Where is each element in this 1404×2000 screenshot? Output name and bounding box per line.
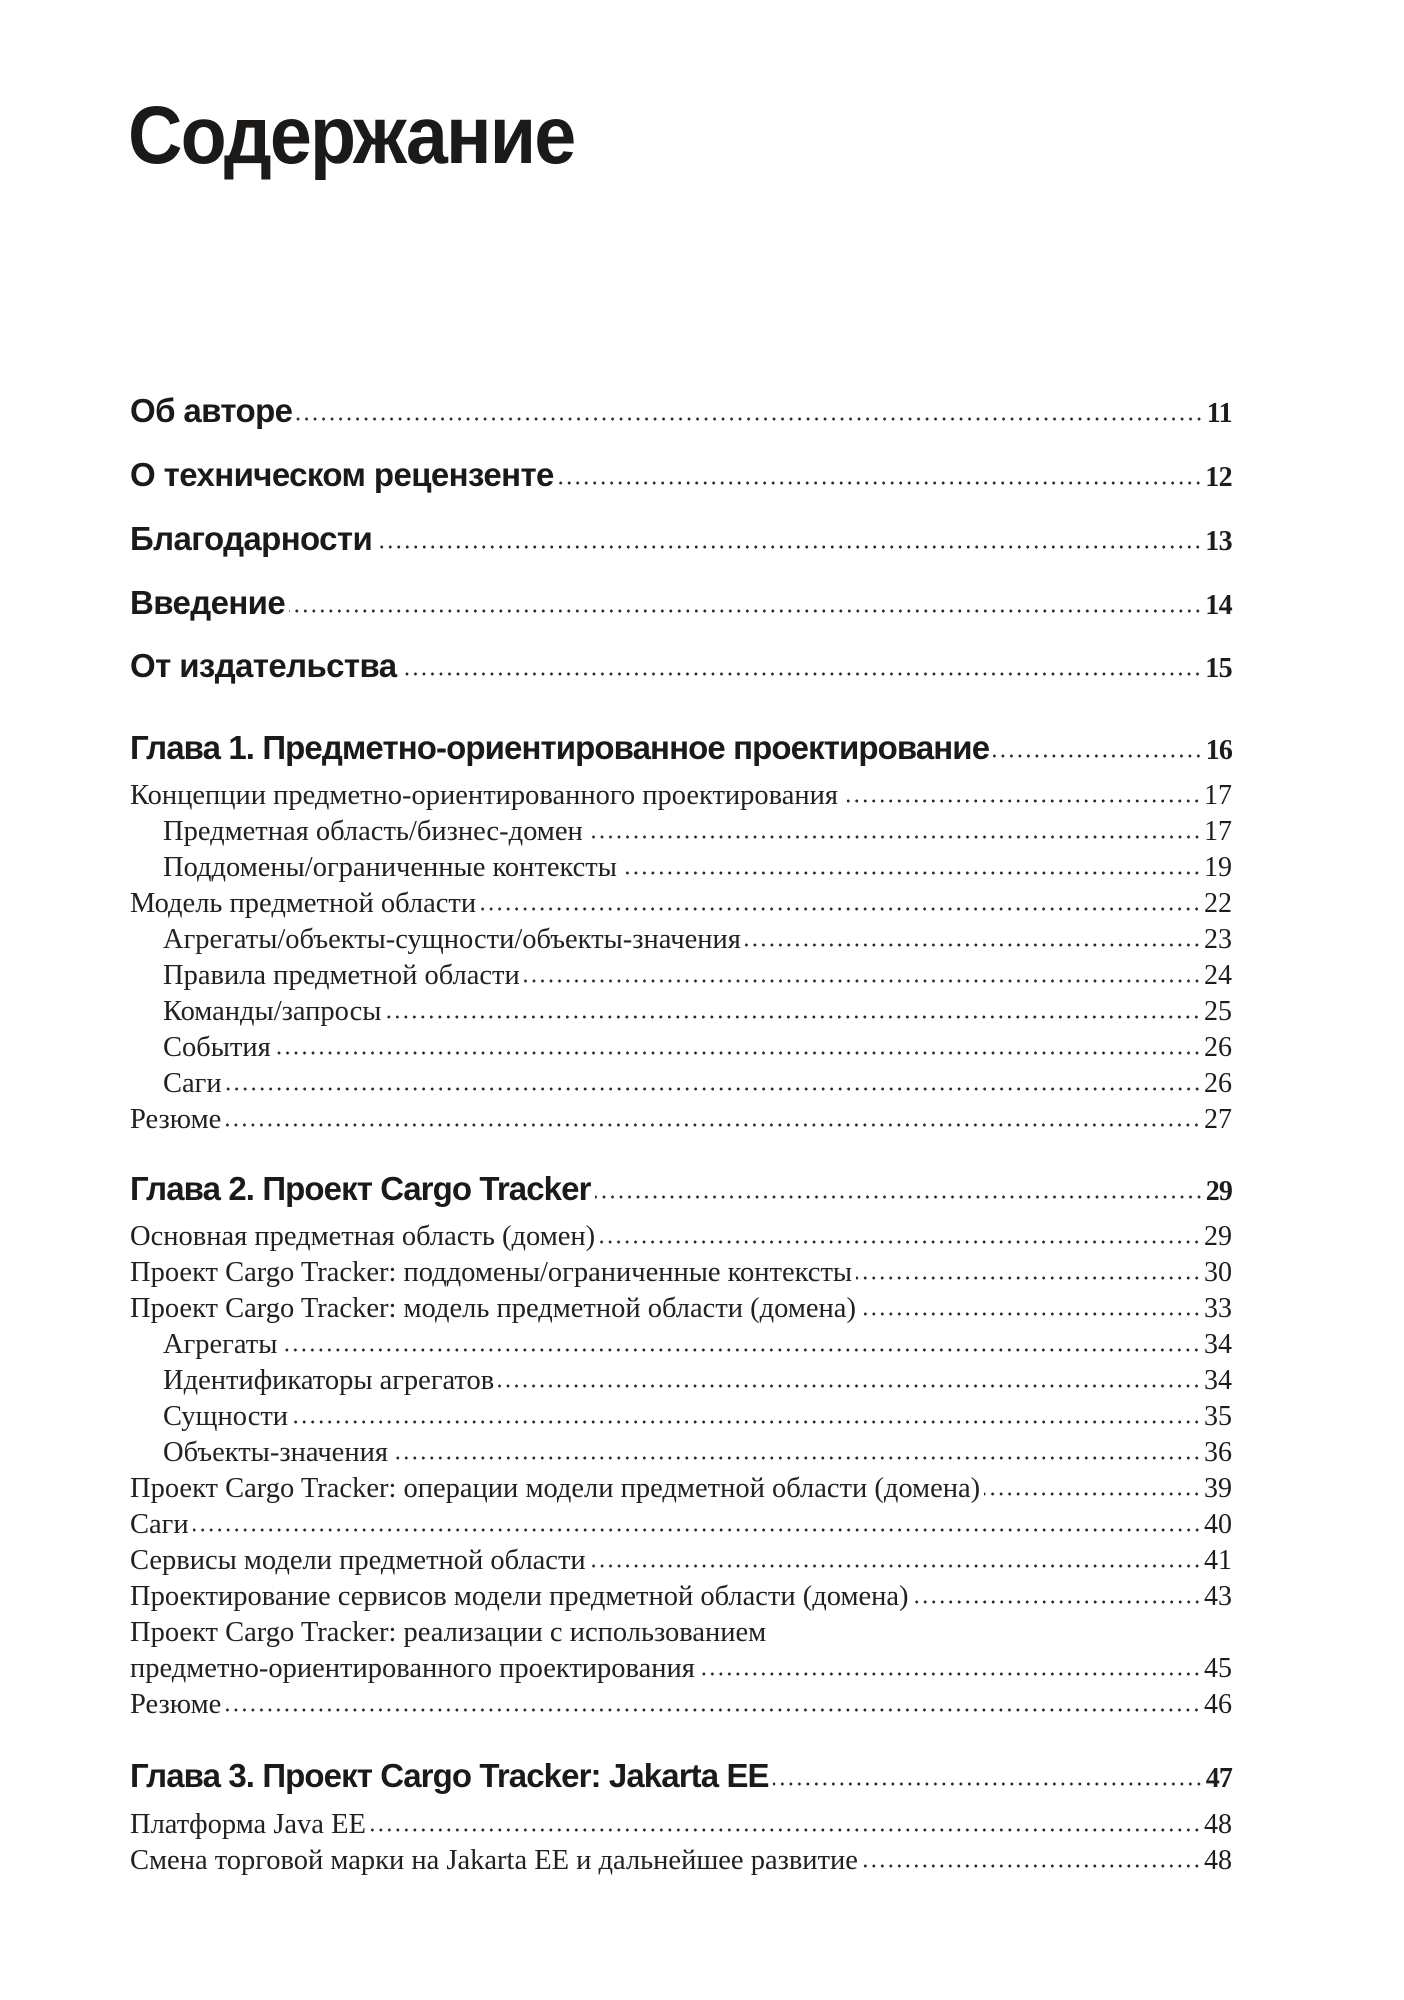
dot-leader	[296, 417, 1203, 421]
toc-page-number: 26	[1204, 1068, 1232, 1099]
dot-leader	[773, 1782, 1203, 1786]
toc-item[interactable]	[130, 1219, 1232, 1255]
toc-page-number: 40	[1204, 1509, 1232, 1540]
toc-subitem[interactable]	[163, 850, 1232, 886]
toc-item-label: Идентификаторы агрегатов	[163, 1365, 495, 1396]
dot-leader	[587, 835, 1201, 839]
toc-entry-acknowledgements[interactable]	[130, 519, 1232, 562]
dot-leader	[226, 1087, 1201, 1091]
toc-subitem[interactable]	[163, 1066, 1232, 1102]
dot-leader	[590, 1564, 1201, 1568]
toc-chapter-2[interactable]	[130, 1169, 1232, 1212]
toc-chapter-label: Глава 2. Проект Cargo Tracker	[130, 1170, 591, 1207]
toc-page-number: 34	[1204, 1329, 1232, 1360]
dot-leader	[599, 1240, 1201, 1244]
toc-item[interactable]	[130, 1687, 1232, 1723]
dot-leader	[856, 1276, 1201, 1280]
toc-item[interactable]	[130, 1471, 1232, 1507]
toc-page-number: 23	[1204, 924, 1232, 955]
toc-item-label: Модель предметной области	[130, 888, 477, 919]
toc-entry-label: От издательства	[130, 647, 397, 684]
toc-item-label: Резюме	[130, 1104, 222, 1135]
dot-leader	[376, 545, 1202, 549]
toc-item-label: Сервисы модели предметной области	[130, 1545, 586, 1576]
toc-item-label: Платформа Java EE	[130, 1809, 366, 1840]
dot-leader	[480, 907, 1201, 911]
toc-item[interactable]	[130, 1843, 1232, 1879]
dot-leader	[842, 799, 1201, 803]
toc-entry-label: О техническом рецензенте	[130, 456, 554, 493]
toc-page-number: 26	[1204, 1032, 1232, 1063]
toc-item-label: Сущности	[163, 1401, 289, 1432]
dot-leader	[370, 1828, 1201, 1832]
dot-leader	[400, 672, 1202, 676]
toc-item-label: Проект Cargo Tracker: поддомены/ограниченные контексты	[130, 1257, 853, 1288]
toc-page-number: 36	[1204, 1437, 1232, 1468]
toc-page-number: 27	[1204, 1104, 1232, 1135]
toc-entry-label: Об авторе	[130, 392, 293, 429]
toc-item-label: Правила предметной области	[163, 960, 520, 991]
toc-item-label: Смена торговой марки на Jakarta EE и дальнейшее развитие	[130, 1845, 858, 1876]
dot-leader	[225, 1123, 1201, 1127]
toc-page-number: 19	[1204, 852, 1232, 883]
toc-page-number: 48	[1204, 1809, 1232, 1840]
dot-leader	[225, 1708, 1201, 1712]
toc-page-number: 15	[1205, 653, 1232, 684]
dot-leader	[275, 1051, 1201, 1055]
toc-item-label: Саги	[163, 1068, 222, 1099]
dot-leader	[289, 609, 1202, 613]
toc-page-number: 17	[1204, 816, 1232, 847]
toc-item[interactable]	[130, 1543, 1232, 1579]
toc-page-number: 47	[1205, 1763, 1232, 1794]
dot-leader	[498, 1384, 1201, 1388]
toc-item[interactable]	[130, 1291, 1232, 1327]
dot-leader	[860, 1312, 1201, 1316]
toc-page-number: 13	[1205, 526, 1232, 557]
toc-item-label: Агрегаты	[163, 1329, 278, 1360]
toc-item-wrapped-line[interactable]	[130, 1615, 1232, 1651]
toc-entry-introduction[interactable]	[130, 583, 1232, 626]
toc-item-label: предметно-ориентированного проектирования	[130, 1653, 695, 1684]
dot-leader	[524, 979, 1201, 983]
dot-leader	[595, 1195, 1203, 1199]
toc-entry-label: Благодарности	[130, 520, 373, 557]
toc-entry-label: Введение	[130, 584, 286, 621]
dot-leader	[392, 1456, 1201, 1460]
toc-entry-from-publisher[interactable]	[130, 646, 1232, 689]
dot-leader	[385, 1015, 1201, 1019]
toc-item[interactable]	[130, 778, 1232, 814]
toc-entry-tech-reviewer[interactable]	[130, 455, 1232, 498]
toc-page-number: 25	[1204, 996, 1232, 1027]
dot-leader	[558, 481, 1202, 485]
toc-subitem[interactable]	[163, 1030, 1232, 1066]
toc-subitem[interactable]	[163, 958, 1232, 994]
toc-item-label: Проект Cargo Tracker: реализации с использованием	[130, 1617, 767, 1648]
toc-item[interactable]	[130, 1255, 1232, 1291]
toc-item-label: Поддомены/ограниченные контексты	[163, 852, 617, 883]
toc-chapter-label: Глава 3. Проект Cargo Tracker: Jakarta EE	[130, 1757, 769, 1794]
toc-subitem[interactable]	[163, 922, 1232, 958]
toc-page-number: 24	[1204, 960, 1232, 991]
toc-page-number: 41	[1204, 1545, 1232, 1576]
toc-page-number: 33	[1204, 1293, 1232, 1324]
toc-subitem[interactable]	[163, 1399, 1232, 1435]
toc-item[interactable]	[130, 1807, 1232, 1843]
dot-leader	[993, 754, 1203, 758]
toc-page-number: 30	[1204, 1257, 1232, 1288]
toc-subitem[interactable]	[163, 1363, 1232, 1399]
toc-page-number: 12	[1205, 462, 1232, 493]
page-title: Содержание	[128, 90, 575, 181]
toc-item[interactable]	[130, 1579, 1232, 1615]
toc-item[interactable]	[130, 886, 1232, 922]
toc-item-label: Команды/запросы	[163, 996, 382, 1027]
toc-item-label: Резюме	[130, 1689, 222, 1720]
toc-page-number: 11	[1206, 398, 1232, 429]
toc-subitem[interactable]	[163, 1435, 1232, 1471]
toc-item-label: Объекты-значения	[163, 1437, 388, 1468]
toc-subitem[interactable]	[163, 814, 1232, 850]
dot-leader	[699, 1672, 1201, 1676]
toc-item[interactable]	[130, 1102, 1232, 1138]
toc-page-number: 14	[1205, 590, 1232, 621]
dot-leader	[281, 1348, 1201, 1352]
toc-subitem[interactable]	[163, 1327, 1232, 1363]
dot-leader	[193, 1528, 1201, 1532]
toc-item-label: Саги	[130, 1509, 189, 1540]
toc-item-label: Основная предметная область (домен)	[130, 1221, 596, 1252]
dot-leader	[292, 1420, 1201, 1424]
toc-page-number: 46	[1204, 1689, 1232, 1720]
toc-page-number: 17	[1204, 780, 1232, 811]
toc-chapter-label: Глава 1. Предметно-ориентированное проектирование	[130, 729, 990, 766]
toc-page-number: 43	[1204, 1581, 1232, 1612]
toc-chapter-1[interactable]	[130, 728, 1232, 771]
toc-chapter-3[interactable]	[130, 1756, 1232, 1799]
toc-page-number: 45	[1204, 1653, 1232, 1684]
toc-item-label: События	[163, 1032, 271, 1063]
dot-leader	[621, 871, 1201, 875]
toc-page-number: 39	[1204, 1473, 1232, 1504]
toc-item-label: Агрегаты/объекты-сущности/объекты-значения	[163, 924, 741, 955]
dot-leader	[745, 943, 1201, 947]
toc-page-number: 29	[1205, 1176, 1232, 1207]
dot-leader	[913, 1600, 1201, 1604]
toc-item-label: Проект Cargo Tracker: операции модели предметной области (домена)	[130, 1473, 981, 1504]
toc-subitem[interactable]	[163, 994, 1232, 1030]
toc-page-number: 22	[1204, 888, 1232, 919]
toc-page-number: 29	[1204, 1221, 1232, 1252]
toc-page-number: 35	[1204, 1401, 1232, 1432]
dot-leader	[984, 1492, 1201, 1496]
toc-item-label: Проектирование сервисов модели предметной области (домена)	[130, 1581, 909, 1612]
toc-item[interactable]	[130, 1651, 1232, 1687]
toc-item-label: Предметная область/бизнес-домен	[163, 816, 583, 847]
toc-entry-about-author[interactable]	[130, 391, 1232, 434]
toc-item[interactable]	[130, 1507, 1232, 1543]
toc-item-label: Проект Cargo Tracker: модель предметной области (домена)	[130, 1293, 856, 1324]
toc-page-number: 34	[1204, 1365, 1232, 1396]
toc-item-label: Концепции предметно-ориентированного проектирования	[130, 780, 839, 811]
dot-leader	[862, 1864, 1201, 1868]
toc-page-number: 16	[1205, 735, 1232, 766]
toc-page-number: 48	[1204, 1845, 1232, 1876]
